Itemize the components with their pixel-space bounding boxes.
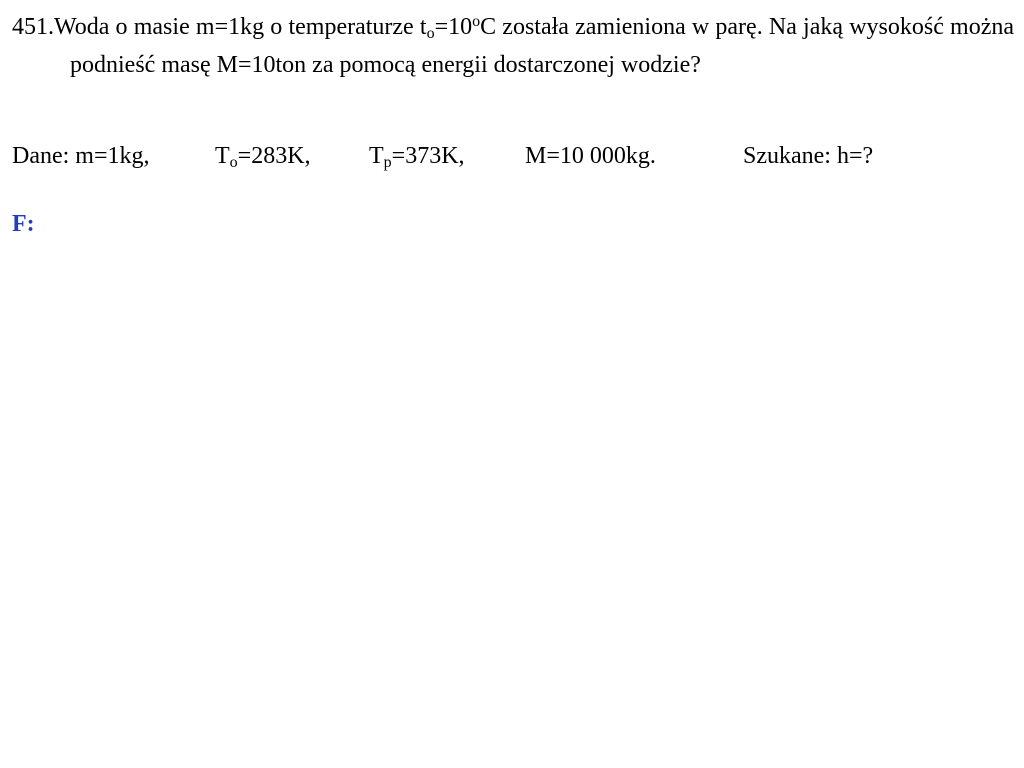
problem-part-2: =10 — [434, 14, 473, 40]
given-dane: Dane: m=1kg, — [12, 143, 150, 169]
given-mass: M=10 000kg. — [525, 143, 656, 169]
section-f-heading: F: — [12, 211, 35, 237]
problem-number: 451. — [12, 14, 54, 40]
given-t0-value: =283K, — [237, 143, 311, 169]
given-tp — [369, 137, 465, 175]
problem-statement — [12, 8, 1014, 84]
subscript-o: o — [426, 25, 435, 42]
given-t0-symbol: T — [215, 143, 230, 169]
given-t0-subscript: o — [229, 154, 238, 171]
problem-text — [12, 8, 1014, 84]
given-tp-symbol: T — [369, 143, 384, 169]
given-t0 — [215, 137, 311, 175]
sought-value: Szukane: h=? — [743, 143, 874, 169]
problem-part-1: Woda o masie m=1kg o temperaturze t — [54, 14, 427, 40]
given-tp-value: =373K, — [391, 143, 465, 169]
problem-part-3: C została zamieniona w parę. Na jaką wysokość można podnieść masę M=10ton za pomocą energii dostarczonej wodzie? — [70, 14, 1015, 78]
degree-superscript: o — [472, 13, 481, 30]
given-tp-subscript: p — [383, 154, 392, 171]
